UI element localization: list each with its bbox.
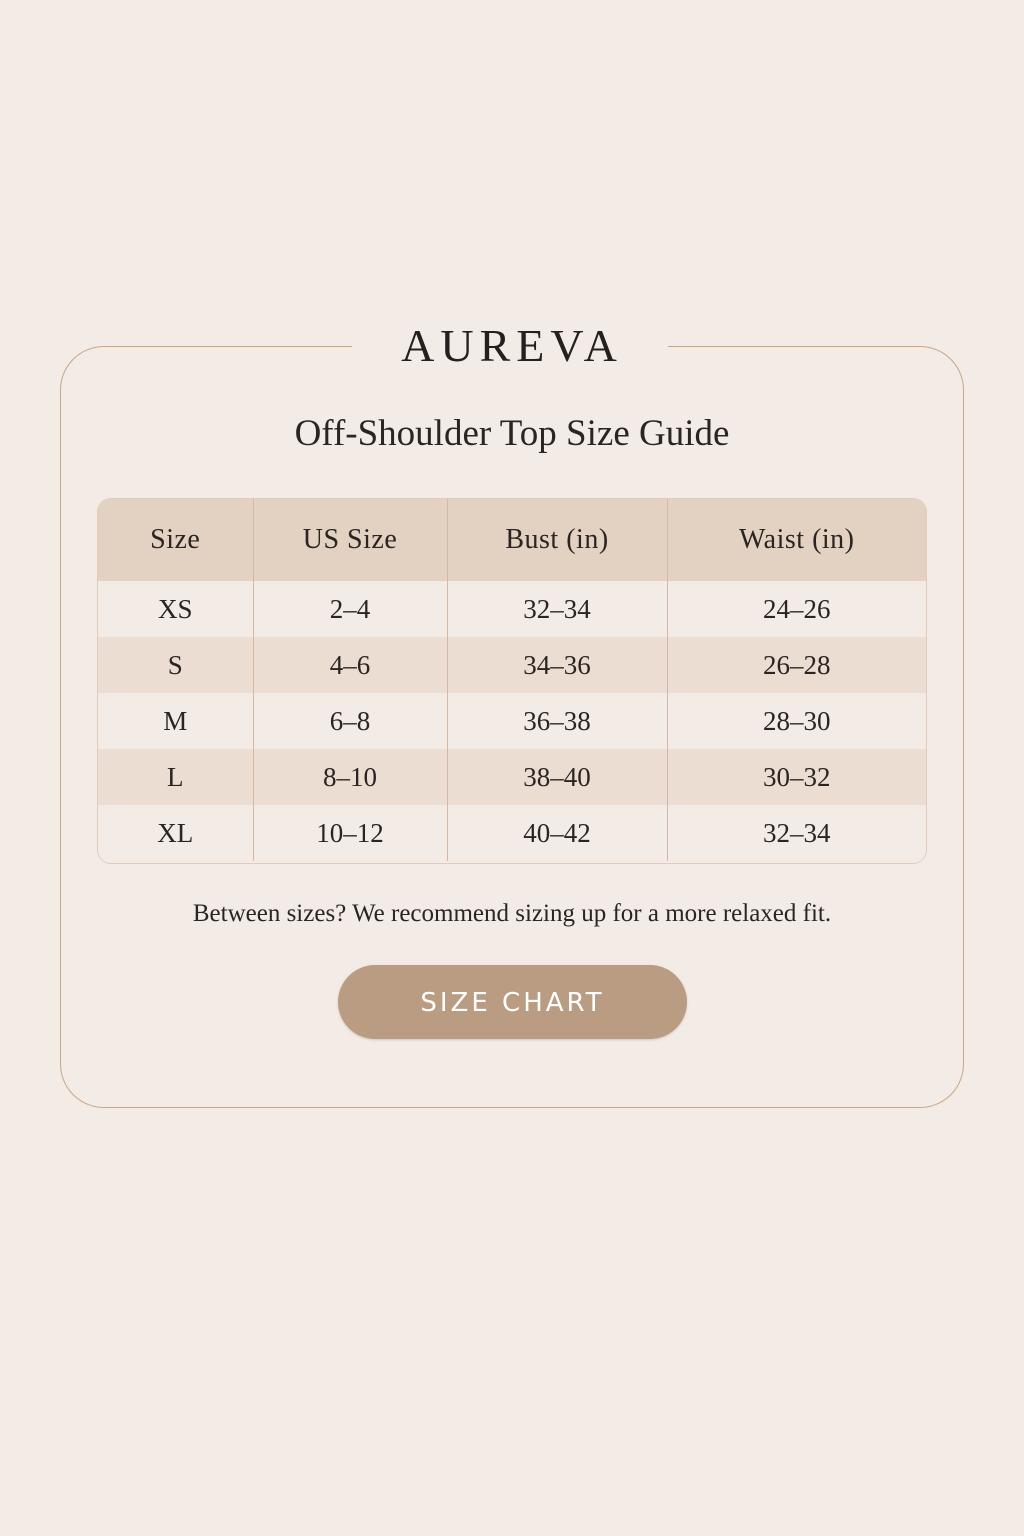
cell-waist: 32–34 [763,817,831,848]
cell-waist: 26–28 [763,649,831,680]
cell-waist: 30–32 [763,761,831,792]
brand-logo: AUREVA [401,320,623,371]
cell-bust: 40–42 [447,805,667,861]
table-row [98,749,926,805]
table-row [98,581,926,637]
cell-size: XS [98,581,253,637]
cell-us-size: 4–6 [253,637,447,693]
cell-us-size: 10–12 [253,805,447,861]
fit-recommendation-note: Between sizes? We recommend sizing up for a more relaxed fit. [192,900,832,927]
cell-size: XL [98,805,253,861]
cell-bust: 34–36 [447,637,667,693]
cell-us-size: 8–10 [253,749,447,805]
cell-bust: 36–38 [447,693,667,749]
cell-size: L [98,749,253,805]
cell-us-size: 6–8 [253,693,447,749]
size-table [98,499,926,861]
size-table-container [97,498,927,864]
cell-waist: 24–26 [763,593,831,624]
table-row [98,805,926,861]
cell-bust: 32–34 [447,581,667,637]
cell-waist: 28–30 [763,705,831,736]
header-us-size: US Size [253,499,447,581]
cell-size: S [98,637,253,693]
cell-size: M [98,693,253,749]
size-chart-button[interactable]: SIZE CHART [338,965,687,1039]
table-header-row [98,499,926,581]
header-size: Size [98,499,253,581]
page-title: Off-Shoulder Top Size Guide [294,413,730,454]
cell-bust: 38–40 [447,749,667,805]
cell-us-size: 2–4 [253,581,447,637]
table-row [98,637,926,693]
header-waist: Waist (in) [739,524,855,555]
header-bust: Bust (in) [447,499,667,581]
table-row [98,693,926,749]
